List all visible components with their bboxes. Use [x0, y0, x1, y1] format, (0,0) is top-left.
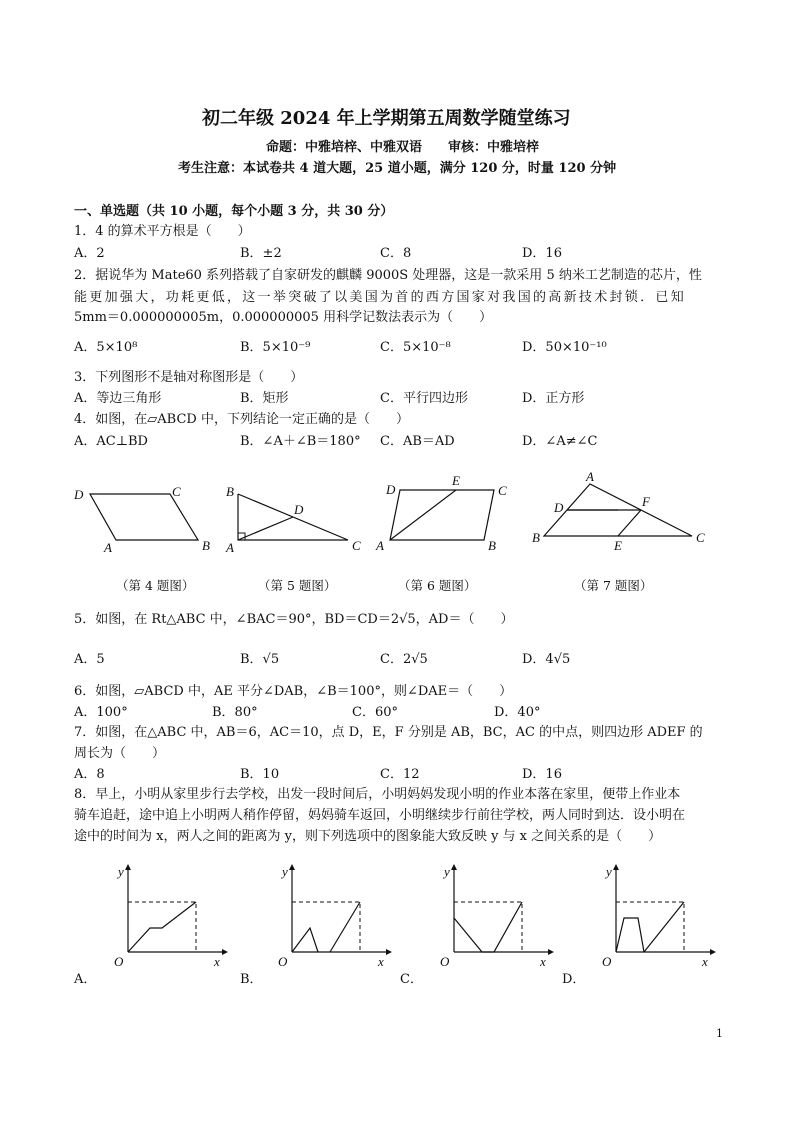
q3-option-a: A．等边三角形 [74, 391, 162, 406]
fig6-label-B: B [488, 538, 496, 553]
graph-a-x-label: x [214, 954, 220, 969]
q8-graph-b [274, 862, 394, 972]
fig5-label-B: B [226, 484, 234, 499]
fig5-label-D: D [294, 502, 304, 517]
graph-b-curve-2 [330, 902, 360, 952]
q6-option-a: A．100° [74, 705, 128, 720]
fig5-label-C: C [352, 538, 361, 553]
graph-d-x-arrow-icon [710, 949, 716, 955]
q2-line2: 能更加强大，功耗更低，这一举突破了以美国为首的西方国家对我国的高新技术封锁．已知 [74, 290, 687, 305]
section-heading: 一、单选题（共 10 小题，每个小题 3 分，共 30 分） [74, 204, 394, 219]
q5-option-c: C．2√5 [380, 652, 428, 667]
fig4-label-D: D [74, 487, 84, 502]
graph-c-y-arrow-icon [451, 864, 457, 870]
fig7-label-C: C [696, 530, 705, 545]
q7-line2: 周长为（ ） [74, 746, 166, 761]
q3-option-d: D．正方形 [522, 391, 585, 406]
figure-6 [372, 474, 517, 554]
q7-option-a: A．8 [74, 767, 105, 782]
q8-line1: 8．早上，小明从家里步行去学校，出发一段时间后，小明妈妈发现小明的作业本落在家里，便带上作业本 [74, 787, 681, 802]
q6-stem: 6．如图，▱ABCD 中，AE 平分∠DAB，∠B＝100°，则∠DAE＝（ ） [74, 684, 513, 699]
q5-stem: 5．如图，在 Rt△ABC 中，∠BAC＝90°，BD＝CD＝2√5，AD＝（ ） [74, 612, 514, 627]
fig7-segment-EF [618, 510, 641, 536]
q2-line3: 5mm＝0.000000005m，0.000000005 用科学记数法表示为（ ） [74, 310, 493, 325]
fig5-median-AD [238, 517, 293, 540]
graph-a-y-label: y [118, 864, 124, 879]
figure-4 [70, 480, 220, 560]
q1-stem: 1．4 的算术平方根是（ ） [74, 224, 251, 239]
q2-option-a: A．5×10⁸ [74, 340, 138, 355]
q1-option-a: A．2 [74, 246, 105, 261]
graph-d-origin-label: O [602, 954, 612, 969]
graph-b-x-arrow-icon [386, 949, 392, 955]
fig7-label-B: B [532, 530, 540, 545]
graph-a-curve [128, 902, 196, 952]
fig6-label-A: A [376, 538, 384, 553]
graph-b-y-arrow-icon [289, 864, 295, 870]
q3-option-c: C．平行四边形 [380, 391, 468, 406]
fig7-label-F: F [642, 494, 650, 509]
q5-option-b: B．√5 [240, 652, 280, 667]
fig6-segment-AE [390, 490, 456, 540]
graph-a-origin-label: O [114, 954, 124, 969]
graph-c-x-arrow-icon [548, 949, 554, 955]
q4-option-d: D．∠A≠∠C [522, 434, 598, 449]
q8-line2: 骑车追赶，途中追上小明两人稍作停留，妈妈骑车返回，小明继续步行前往学校，两人同时到达．设小明在 [74, 808, 686, 823]
q5-option-d: D．4√5 [522, 652, 571, 667]
q3-stem: 3．下列图形不是轴对称图形是（ ） [74, 370, 304, 385]
fig6-label-E: E [452, 473, 460, 488]
exam-notice: 考生注意：本试卷共 4 道大题，25 道小题，满分 120 分，时量 120 分钟 [178, 161, 617, 176]
graph-d-x-label: x [702, 954, 708, 969]
graph-c-curve [454, 902, 522, 952]
fig5-label-A: A [226, 540, 234, 555]
q8-graph-a [110, 862, 230, 972]
q7-option-c: C．12 [380, 767, 420, 782]
q4-option-b: B．∠A＋∠B＝180° [240, 434, 361, 449]
fig5-caption: （第 5 题图） [258, 578, 337, 593]
fig4-label-A: A [104, 540, 112, 555]
authors-line: 命题：中雅培梓、中雅双语 审核：中雅培梓 [266, 140, 540, 155]
graph-b-guides [292, 902, 360, 952]
q2-option-d: D．50×10⁻¹⁰ [522, 340, 607, 355]
q2-option-c: C．5×10⁻⁸ [380, 340, 451, 355]
fig6-caption: （第 6 题图） [398, 578, 477, 593]
q3-option-b: B．矩形 [240, 391, 289, 406]
graph-b-y-label: y [282, 864, 288, 879]
figure-7 [530, 470, 715, 555]
q7-option-d: D．16 [522, 767, 562, 782]
graph-d-y-arrow-icon [613, 864, 619, 870]
fig4-label-B: B [202, 538, 210, 553]
graph-c-guides [454, 902, 522, 952]
graph-b-origin-label: O [278, 954, 288, 969]
graph-d-y-label: y [606, 864, 612, 879]
fig6-label-C: C [498, 483, 507, 498]
q8-line3: 途中的时间为 x，两人之间的距离为 y，则下列选项中的图象能大致反映 y 与 x 之间关系的是（ ） [74, 829, 662, 844]
q8-option-c: C． [400, 972, 423, 987]
q8-graph-d [598, 862, 718, 972]
q7-line1: 7．如图，在△ABC 中，AB＝6，AC＝10，点 D，E，F 分别是 AB，BC，AC 的中点，则四边形 ADEF 的 [74, 725, 703, 740]
q5-option-a: A．5 [74, 652, 105, 667]
fig7-caption: （第 7 题图） [574, 578, 653, 593]
graph-d-curve-1 [616, 918, 644, 952]
graph-b-x-label: x [378, 954, 384, 969]
q1-option-d: D．16 [522, 246, 562, 261]
figure-5 [224, 480, 369, 560]
q6-option-b: B．80° [212, 705, 258, 720]
graph-c-y-label: y [444, 864, 450, 879]
q2-option-b: B．5×10⁻⁹ [240, 340, 311, 355]
graph-b-curve-1 [292, 928, 318, 952]
q8-option-d: D． [562, 972, 586, 987]
graph-a-x-arrow-icon [222, 949, 228, 955]
graph-a-y-arrow-icon [125, 864, 131, 870]
graph-c-origin-label: O [440, 954, 450, 969]
page-number: 1 [716, 1027, 723, 1040]
q8-option-b: B． [240, 972, 263, 987]
fig4-caption: （第 4 题图） [116, 578, 195, 593]
q1-option-c: C．8 [380, 246, 412, 261]
graph-c-x-label: x [540, 954, 546, 969]
fig6-parallelogram [390, 490, 494, 540]
q4-stem: 4．如图，在▱ABCD 中，下列结论一定正确的是（ ） [74, 412, 409, 427]
page-title: 初二年级 2024 年上学期第五周数学随堂练习 [202, 108, 571, 129]
fig7-label-E: E [614, 538, 622, 553]
q8-option-a: A． [74, 972, 97, 987]
fig7-label-D: D [554, 500, 564, 515]
fig4-parallelogram [90, 494, 198, 540]
q6-option-c: C．60° [352, 705, 398, 720]
q7-option-b: B．10 [240, 767, 280, 782]
q8-graph-c [436, 862, 556, 972]
q1-option-b: B．±2 [240, 246, 282, 261]
graph-d-curve-2 [644, 902, 684, 952]
q4-option-c: C．AB＝AD [380, 434, 455, 449]
q4-option-a: A．AC⊥BD [74, 434, 148, 449]
fig4-label-C: C [172, 484, 181, 499]
fig6-label-D: D [386, 482, 396, 497]
fig7-label-A: A [586, 469, 594, 484]
q2-line1: 2．据说华为 Mate60 系列搭载了自家研发的麒麟 9000S 处理器，这是一款采用 5 纳米工艺制造的芯片，性 [74, 268, 702, 283]
q6-option-d: D．40° [494, 705, 541, 720]
